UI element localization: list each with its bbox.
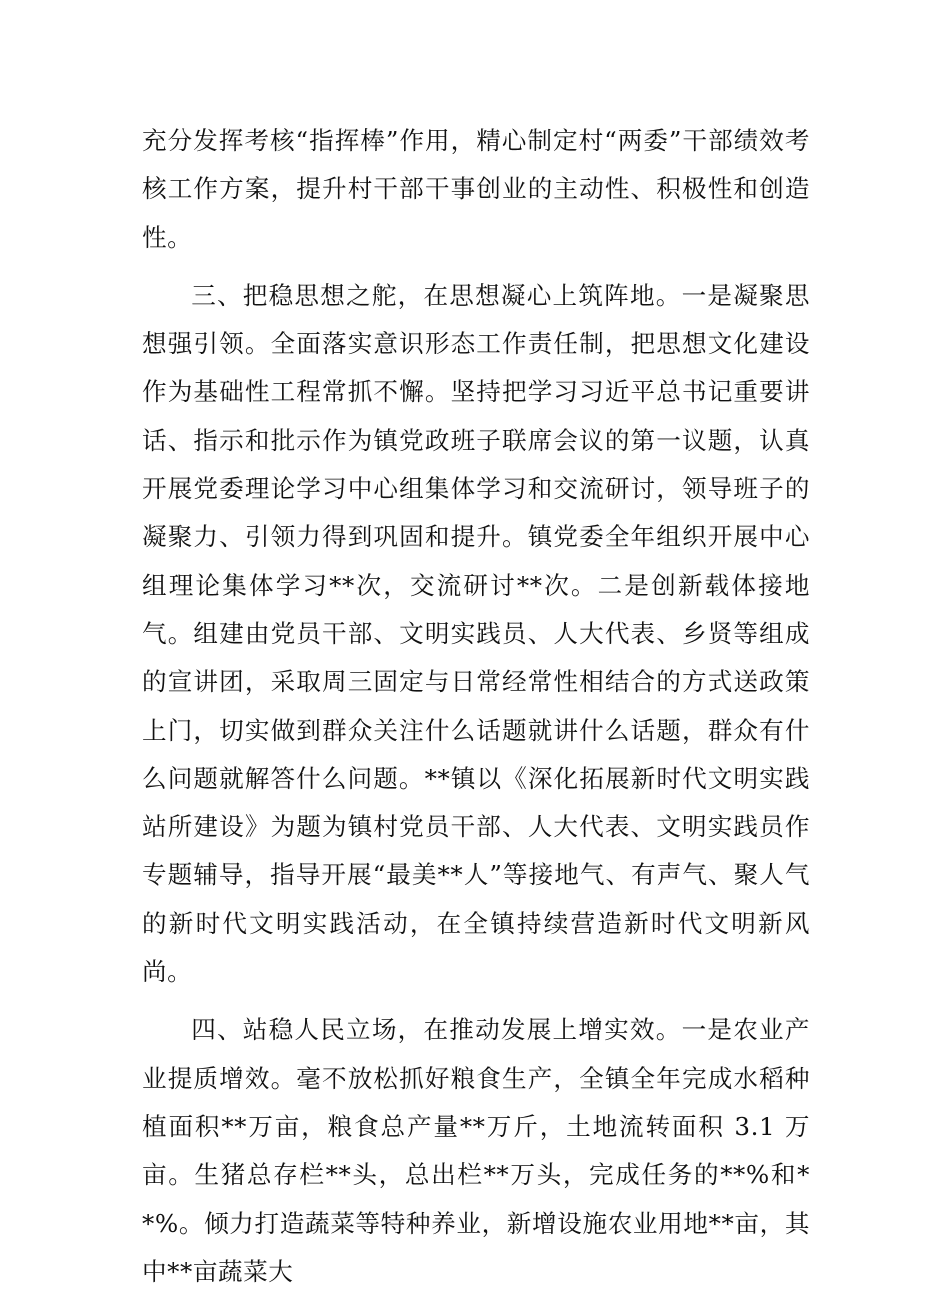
document-body <box>142 117 810 1296</box>
paragraph-3: 四、站稳人民立场，在推动发展上增实效。一是农业产业提质增效。毫不放松抓好粮食生产，全镇全年完成水稻种植面积**万亩，粮食总产量**万斤，土地流转面积 3.1 万亩。生猪总存栏**头，总出栏**万头，完成任务的**%和**%。倾力打造蔬菜等特种养业，新增设施农业用地**亩，其中**亩蔬菜大 <box>142 1015 810 1286</box>
paragraph-1: 充分发挥考核“指挥棒”作用，精心制定村“两委”干部绩效考核工作方案，提升村干部干事创业的主动性、积极性和创造性。 <box>142 126 810 252</box>
paragraph-2: 三、把稳思想之舵，在思想凝心上筑阵地。一是凝聚思想强引领。全面落实意识形态工作责任制，把思想文化建设作为基础性工程常抓不懈。坚持把学习习近平总书记重要讲话、指示和批示作为镇党政班子联席会议的第一议题，认真开展党委理论学习中心组集体学习和交流研讨，领导班子的凝聚力、引领力得到巩固和提升。镇党委全年组织开展中心组理论集体学习**次，交流研讨**次。二是创新载体接地气。组建由党员干部、文明实践员、人大代表、乡贤等组成的宣讲团，采取周三固定与日常经常性相结合的方式送政策上门，切实做到群众关注什么话题就讲什么话题，群众有什么问题就解答什么问题。**镇以《深化拓展新时代文明实践站所建设》为题为镇村党员干部、人大代表、文明实践员作专题辅导，指导开展“最美**人”等接地气、有声气、聚人气的新时代文明实践活动，在全镇持续营造新时代文明新风尚。 <box>142 280 810 987</box>
